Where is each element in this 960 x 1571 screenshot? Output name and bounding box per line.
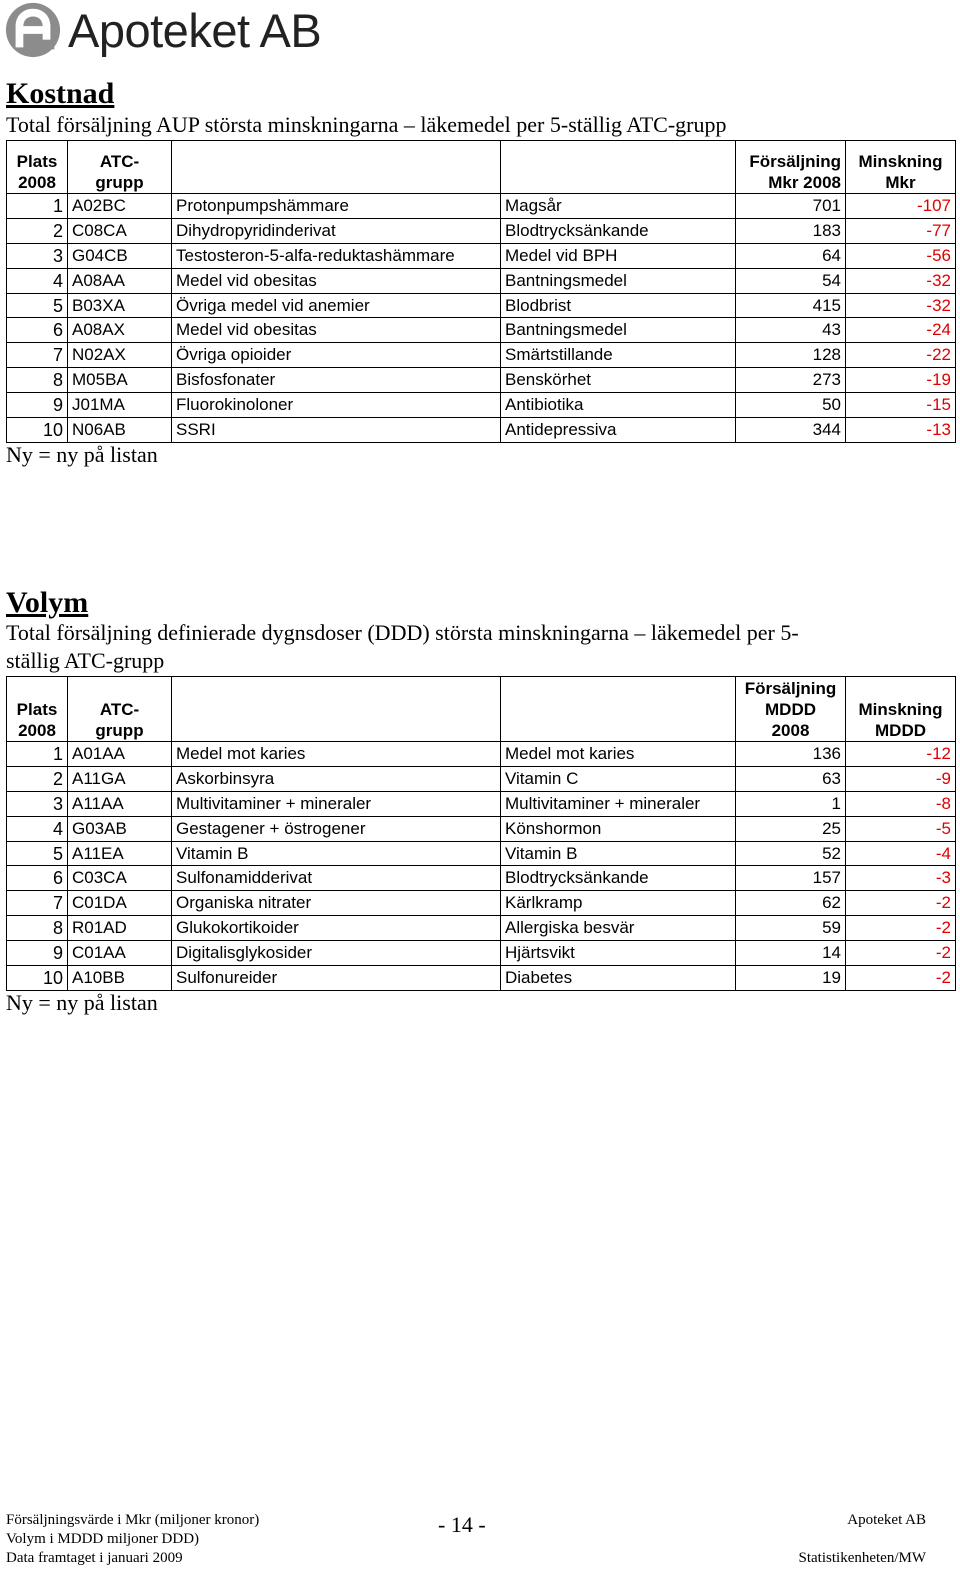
therapy-area-cell: Kärlkramp	[501, 891, 736, 916]
header-substance	[172, 141, 501, 194]
decrease-cell: -12	[846, 742, 956, 767]
decrease-cell: -8	[846, 791, 956, 816]
rank-cell: 10	[7, 418, 68, 443]
therapy-area-cell: Könshormon	[501, 816, 736, 841]
table-row	[7, 194, 956, 219]
table-row	[7, 343, 956, 368]
therapy-area-cell: Hjärtsvikt	[501, 941, 736, 966]
decrease-cell: -9	[846, 766, 956, 791]
rank-cell: 1	[7, 742, 68, 767]
atc-code-cell: A02BC	[68, 194, 172, 219]
atc-code-cell: A01AA	[68, 742, 172, 767]
header-area	[501, 677, 736, 742]
sales-cell: 62	[736, 891, 846, 916]
sales-cell: 14	[736, 941, 846, 966]
sales-cell: 43	[736, 318, 846, 343]
decrease-cell: -56	[846, 243, 956, 268]
therapy-area-cell: Antibiotika	[501, 393, 736, 418]
substance-cell: Testosteron-5-alfa-reduktashämmare	[172, 243, 501, 268]
atc-code-cell: N06AB	[68, 418, 172, 443]
footer-note-value: Försäljningsvärde i Mkr (miljoner kronor)	[6, 1512, 260, 1528]
rank-cell: 7	[7, 343, 68, 368]
table-row	[7, 742, 956, 767]
substance-cell: Digitalisglykosider	[172, 941, 501, 966]
atc-code-cell: C03CA	[68, 866, 172, 891]
rank-cell: 1	[7, 194, 68, 219]
rank-cell: 5	[7, 293, 68, 318]
header-sales: Försäljning Mkr 2008	[736, 141, 846, 194]
volume-table-header	[7, 677, 956, 742]
table-row	[7, 916, 956, 941]
decrease-cell: -77	[846, 218, 956, 243]
substance-cell: Fluorokinoloner	[172, 393, 501, 418]
sales-cell: 25	[736, 816, 846, 841]
rank-cell: 9	[7, 941, 68, 966]
decrease-cell: -107	[846, 194, 956, 219]
atc-code-cell: A08AX	[68, 318, 172, 343]
substance-cell: Glukokortikoider	[172, 916, 501, 941]
sales-cell: 19	[736, 966, 846, 991]
table-row	[7, 393, 956, 418]
atc-code-cell: M05BA	[68, 368, 172, 393]
atc-code-cell: A08AA	[68, 268, 172, 293]
atc-code-cell: G04CB	[68, 243, 172, 268]
substance-cell: Protonpumpshämmare	[172, 194, 501, 219]
therapy-area-cell: Blodbrist	[501, 293, 736, 318]
atc-code-cell: C08CA	[68, 218, 172, 243]
header-substance	[172, 677, 501, 742]
rank-cell: 6	[7, 866, 68, 891]
sales-cell: 59	[736, 916, 846, 941]
atc-code-cell: N02AX	[68, 343, 172, 368]
substance-cell: Multivitaminer + mineraler	[172, 791, 501, 816]
therapy-area-cell: Benskörhet	[501, 368, 736, 393]
rank-cell: 10	[7, 966, 68, 991]
substance-cell: Övriga opioider	[172, 343, 501, 368]
sales-cell: 701	[736, 194, 846, 219]
rank-cell: 8	[7, 368, 68, 393]
volume-table	[6, 676, 956, 991]
apoteket-logo-icon	[4, 1, 62, 59]
brand-name: Apoteket AB	[68, 3, 322, 57]
substance-cell: Medel vid obesitas	[172, 318, 501, 343]
cost-table-header	[7, 141, 956, 194]
therapy-area-cell: Diabetes	[501, 966, 736, 991]
sales-cell: 64	[736, 243, 846, 268]
decrease-cell: -3	[846, 866, 956, 891]
substance-cell: Övriga medel vid anemier	[172, 293, 501, 318]
atc-code-cell: A11AA	[68, 791, 172, 816]
footer-org-name: Apoteket AB	[847, 1512, 926, 1528]
atc-code-cell: C01DA	[68, 891, 172, 916]
sales-cell: 52	[736, 841, 846, 866]
substance-cell: Gestagener + östrogener	[172, 816, 501, 841]
rank-cell: 6	[7, 318, 68, 343]
atc-code-cell: A11EA	[68, 841, 172, 866]
atc-code-cell: R01AD	[68, 916, 172, 941]
volume-section-title: Volym	[6, 586, 89, 619]
sales-cell: 1	[736, 791, 846, 816]
sales-cell: 54	[736, 268, 846, 293]
substance-cell: Bisfosfonater	[172, 368, 501, 393]
page-number: - 14 -	[438, 1512, 486, 1537]
rank-cell: 4	[7, 816, 68, 841]
table-row	[7, 243, 956, 268]
table-row	[7, 268, 956, 293]
rank-cell: 7	[7, 891, 68, 916]
table-row	[7, 816, 956, 841]
rank-cell: 3	[7, 243, 68, 268]
therapy-area-cell: Blodtrycksänkande	[501, 218, 736, 243]
therapy-area-cell: Vitamin B	[501, 841, 736, 866]
substance-cell: Sulfonureider	[172, 966, 501, 991]
header-decrease: Minskning MDDD	[846, 677, 956, 742]
atc-code-cell: B03XA	[68, 293, 172, 318]
table-row	[7, 866, 956, 891]
sales-cell: 136	[736, 742, 846, 767]
decrease-cell: -2	[846, 966, 956, 991]
therapy-area-cell: Blodtrycksänkande	[501, 866, 736, 891]
sales-cell: 157	[736, 866, 846, 891]
header-sales: Försäljning MDDD 2008	[736, 677, 846, 742]
therapy-area-cell: Bantningsmedel	[501, 318, 736, 343]
atc-code-cell: A11GA	[68, 766, 172, 791]
atc-code-cell: G03AB	[68, 816, 172, 841]
therapy-area-cell: Antidepressiva	[501, 418, 736, 443]
sales-cell: 50	[736, 393, 846, 418]
decrease-cell: -22	[846, 343, 956, 368]
sales-cell: 183	[736, 218, 846, 243]
footer-note-volume: Volym i MDDD miljoner DDD)	[6, 1531, 200, 1547]
decrease-cell: -32	[846, 293, 956, 318]
cost-section-subtitle: Total försäljning AUP största minskningarna – läkemedel per 5-ställig ATC-grupp	[6, 112, 727, 137]
substance-cell: Vitamin B	[172, 841, 501, 866]
sales-cell: 415	[736, 293, 846, 318]
decrease-cell: -15	[846, 393, 956, 418]
header-decrease: Minskning Mkr	[846, 141, 956, 194]
cost-section-title: Kostnad	[6, 77, 115, 110]
volume-legend: Ny = ny på listan	[6, 990, 158, 1015]
decrease-cell: -13	[846, 418, 956, 443]
therapy-area-cell: Multivitaminer + mineraler	[501, 791, 736, 816]
cost-legend: Ny = ny på listan	[6, 442, 158, 467]
decrease-cell: -24	[846, 318, 956, 343]
table-row	[7, 941, 956, 966]
therapy-area-cell: Allergiska besvär	[501, 916, 736, 941]
rank-cell: 3	[7, 791, 68, 816]
sales-cell: 63	[736, 766, 846, 791]
sales-cell: 344	[736, 418, 846, 443]
substance-cell: Sulfonamidderivat	[172, 866, 501, 891]
table-row	[7, 766, 956, 791]
footer-org	[799, 1511, 926, 1568]
sales-cell: 128	[736, 343, 846, 368]
therapy-area-cell: Vitamin C	[501, 766, 736, 791]
footer-note-date: Data framtaget i januari 2009	[6, 1550, 183, 1566]
therapy-area-cell: Medel vid BPH	[501, 243, 736, 268]
atc-code-cell: C01AA	[68, 941, 172, 966]
substance-cell: Dihydropyridinderivat	[172, 218, 501, 243]
rank-cell: 5	[7, 841, 68, 866]
substance-cell: SSRI	[172, 418, 501, 443]
decrease-cell: -19	[846, 368, 956, 393]
table-row	[7, 791, 956, 816]
substance-cell: Organiska nitrater	[172, 891, 501, 916]
table-row	[7, 218, 956, 243]
rank-cell: 4	[7, 268, 68, 293]
therapy-area-cell: Bantningsmedel	[501, 268, 736, 293]
volume-section-subtitle: Total försäljning definierade dygnsdoser (DDD) största minskningarna – läkemedel per 5- ställig ATC-grupp	[6, 620, 799, 673]
rank-cell: 9	[7, 393, 68, 418]
table-row	[7, 891, 956, 916]
brand-logo	[4, 0, 321, 60]
therapy-area-cell: Smärtstillande	[501, 343, 736, 368]
cost-table	[6, 140, 956, 443]
table-row	[7, 318, 956, 343]
footer-notes	[6, 1511, 259, 1568]
header-area	[501, 141, 736, 194]
table-row	[7, 841, 956, 866]
decrease-cell: -5	[846, 816, 956, 841]
rank-cell: 8	[7, 916, 68, 941]
header-rank: Plats 2008	[7, 677, 68, 742]
substance-cell: Medel vid obesitas	[172, 268, 501, 293]
sales-cell: 273	[736, 368, 846, 393]
substance-cell: Askorbinsyra	[172, 766, 501, 791]
rank-cell: 2	[7, 218, 68, 243]
decrease-cell: -2	[846, 916, 956, 941]
header-atc: ATC- grupp	[68, 141, 172, 194]
header-atc: ATC- grupp	[68, 677, 172, 742]
table-row	[7, 293, 956, 318]
decrease-cell: -32	[846, 268, 956, 293]
decrease-cell: -2	[846, 891, 956, 916]
decrease-cell: -4	[846, 841, 956, 866]
decrease-cell: -2	[846, 941, 956, 966]
atc-code-cell: A10BB	[68, 966, 172, 991]
rank-cell: 2	[7, 766, 68, 791]
table-row	[7, 418, 956, 443]
footer-department: Statistikenheten/MW	[798, 1550, 926, 1566]
therapy-area-cell: Medel mot karies	[501, 742, 736, 767]
table-row	[7, 368, 956, 393]
atc-code-cell: J01MA	[68, 393, 172, 418]
table-row	[7, 966, 956, 991]
header-rank: Plats 2008	[7, 141, 68, 194]
substance-cell: Medel mot karies	[172, 742, 501, 767]
therapy-area-cell: Magsår	[501, 194, 736, 219]
